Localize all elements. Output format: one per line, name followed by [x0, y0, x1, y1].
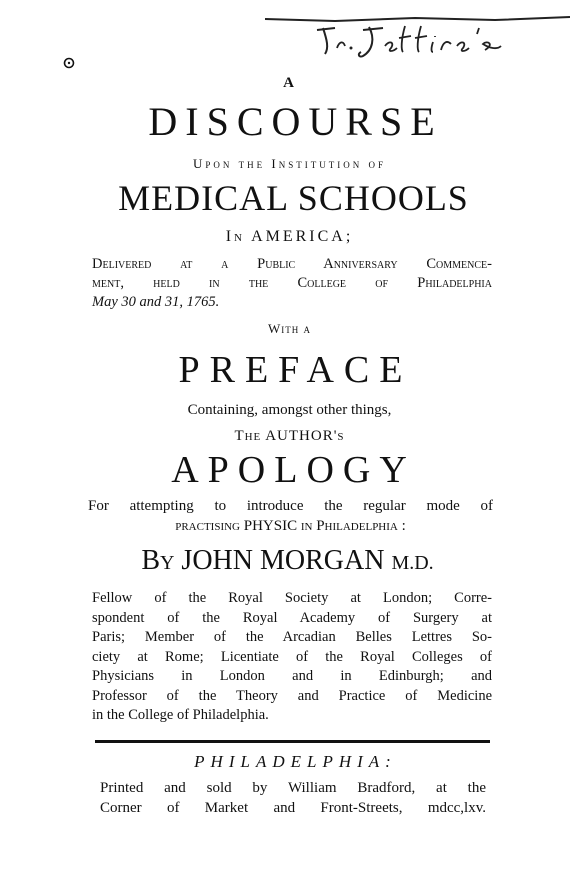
imprint-paragraph [100, 778, 486, 818]
imprint-line: Printed and sold by William Bradford, at the [100, 780, 486, 796]
containing-line: Containing, amongst other things, [187, 402, 392, 418]
author-apology-label: The AUTHOR's [234, 428, 345, 444]
handwritten-signature [265, 10, 570, 60]
ornament-mark-icon [62, 56, 76, 70]
imprint-city: PHILADELPHIA: [194, 752, 397, 771]
delivered-line: ment, held in the College of Philadelphia [92, 275, 492, 291]
credentials-line: Paris; Member of the Arcadian Belles Lettres So- [92, 629, 492, 645]
delivered-paragraph [92, 255, 492, 312]
credentials-line: Physicians in London and in Edinburgh; and [92, 668, 492, 684]
credentials-line: spondent of the Royal Academy of Surgery at [92, 609, 492, 626]
title-article: A [283, 75, 296, 91]
credentials-line: Fellow of the Royal Society at London; Corre- [92, 590, 492, 606]
with-a-label: With a [267, 321, 311, 336]
credentials-line: in the College of Philadelphia. [92, 707, 269, 723]
delivered-line: Delivered at a Public Anniversary Commence- [92, 256, 492, 272]
imprint-line: Corner of Market and Front-Streets, mdcc,lxv. [100, 800, 486, 816]
divider-rule [95, 740, 490, 743]
apology-heading: APOLOGY [171, 449, 416, 491]
credentials-line: Professor of the Theory and Practice of Medicine [92, 687, 492, 704]
title-subtitle-america: In AMERICA; [225, 228, 354, 245]
attempt-line: practising PHYSIC in Philadelphia : [175, 518, 406, 534]
author-byline [0, 545, 577, 577]
author-name: By JOHN MORGAN [141, 545, 385, 576]
title-medical-schools: MEDICAL SCHOOLS [118, 178, 469, 218]
title-discourse: DISCOURSE [148, 99, 443, 144]
credentials-paragraph [92, 589, 492, 726]
attempt-paragraph [88, 496, 493, 536]
author-degree: M.D. [391, 552, 434, 574]
credentials-line: ciety at Rome; Licentiate of the Royal Colleges of [92, 648, 492, 665]
attempt-line: For attempting to introduce the regular mode of [88, 498, 493, 514]
preface-heading: PREFACE [178, 349, 413, 391]
title-subtitle-upon: Upon the Institution of [193, 156, 386, 171]
delivered-line: May 30 and 31, 1765. [92, 294, 220, 310]
